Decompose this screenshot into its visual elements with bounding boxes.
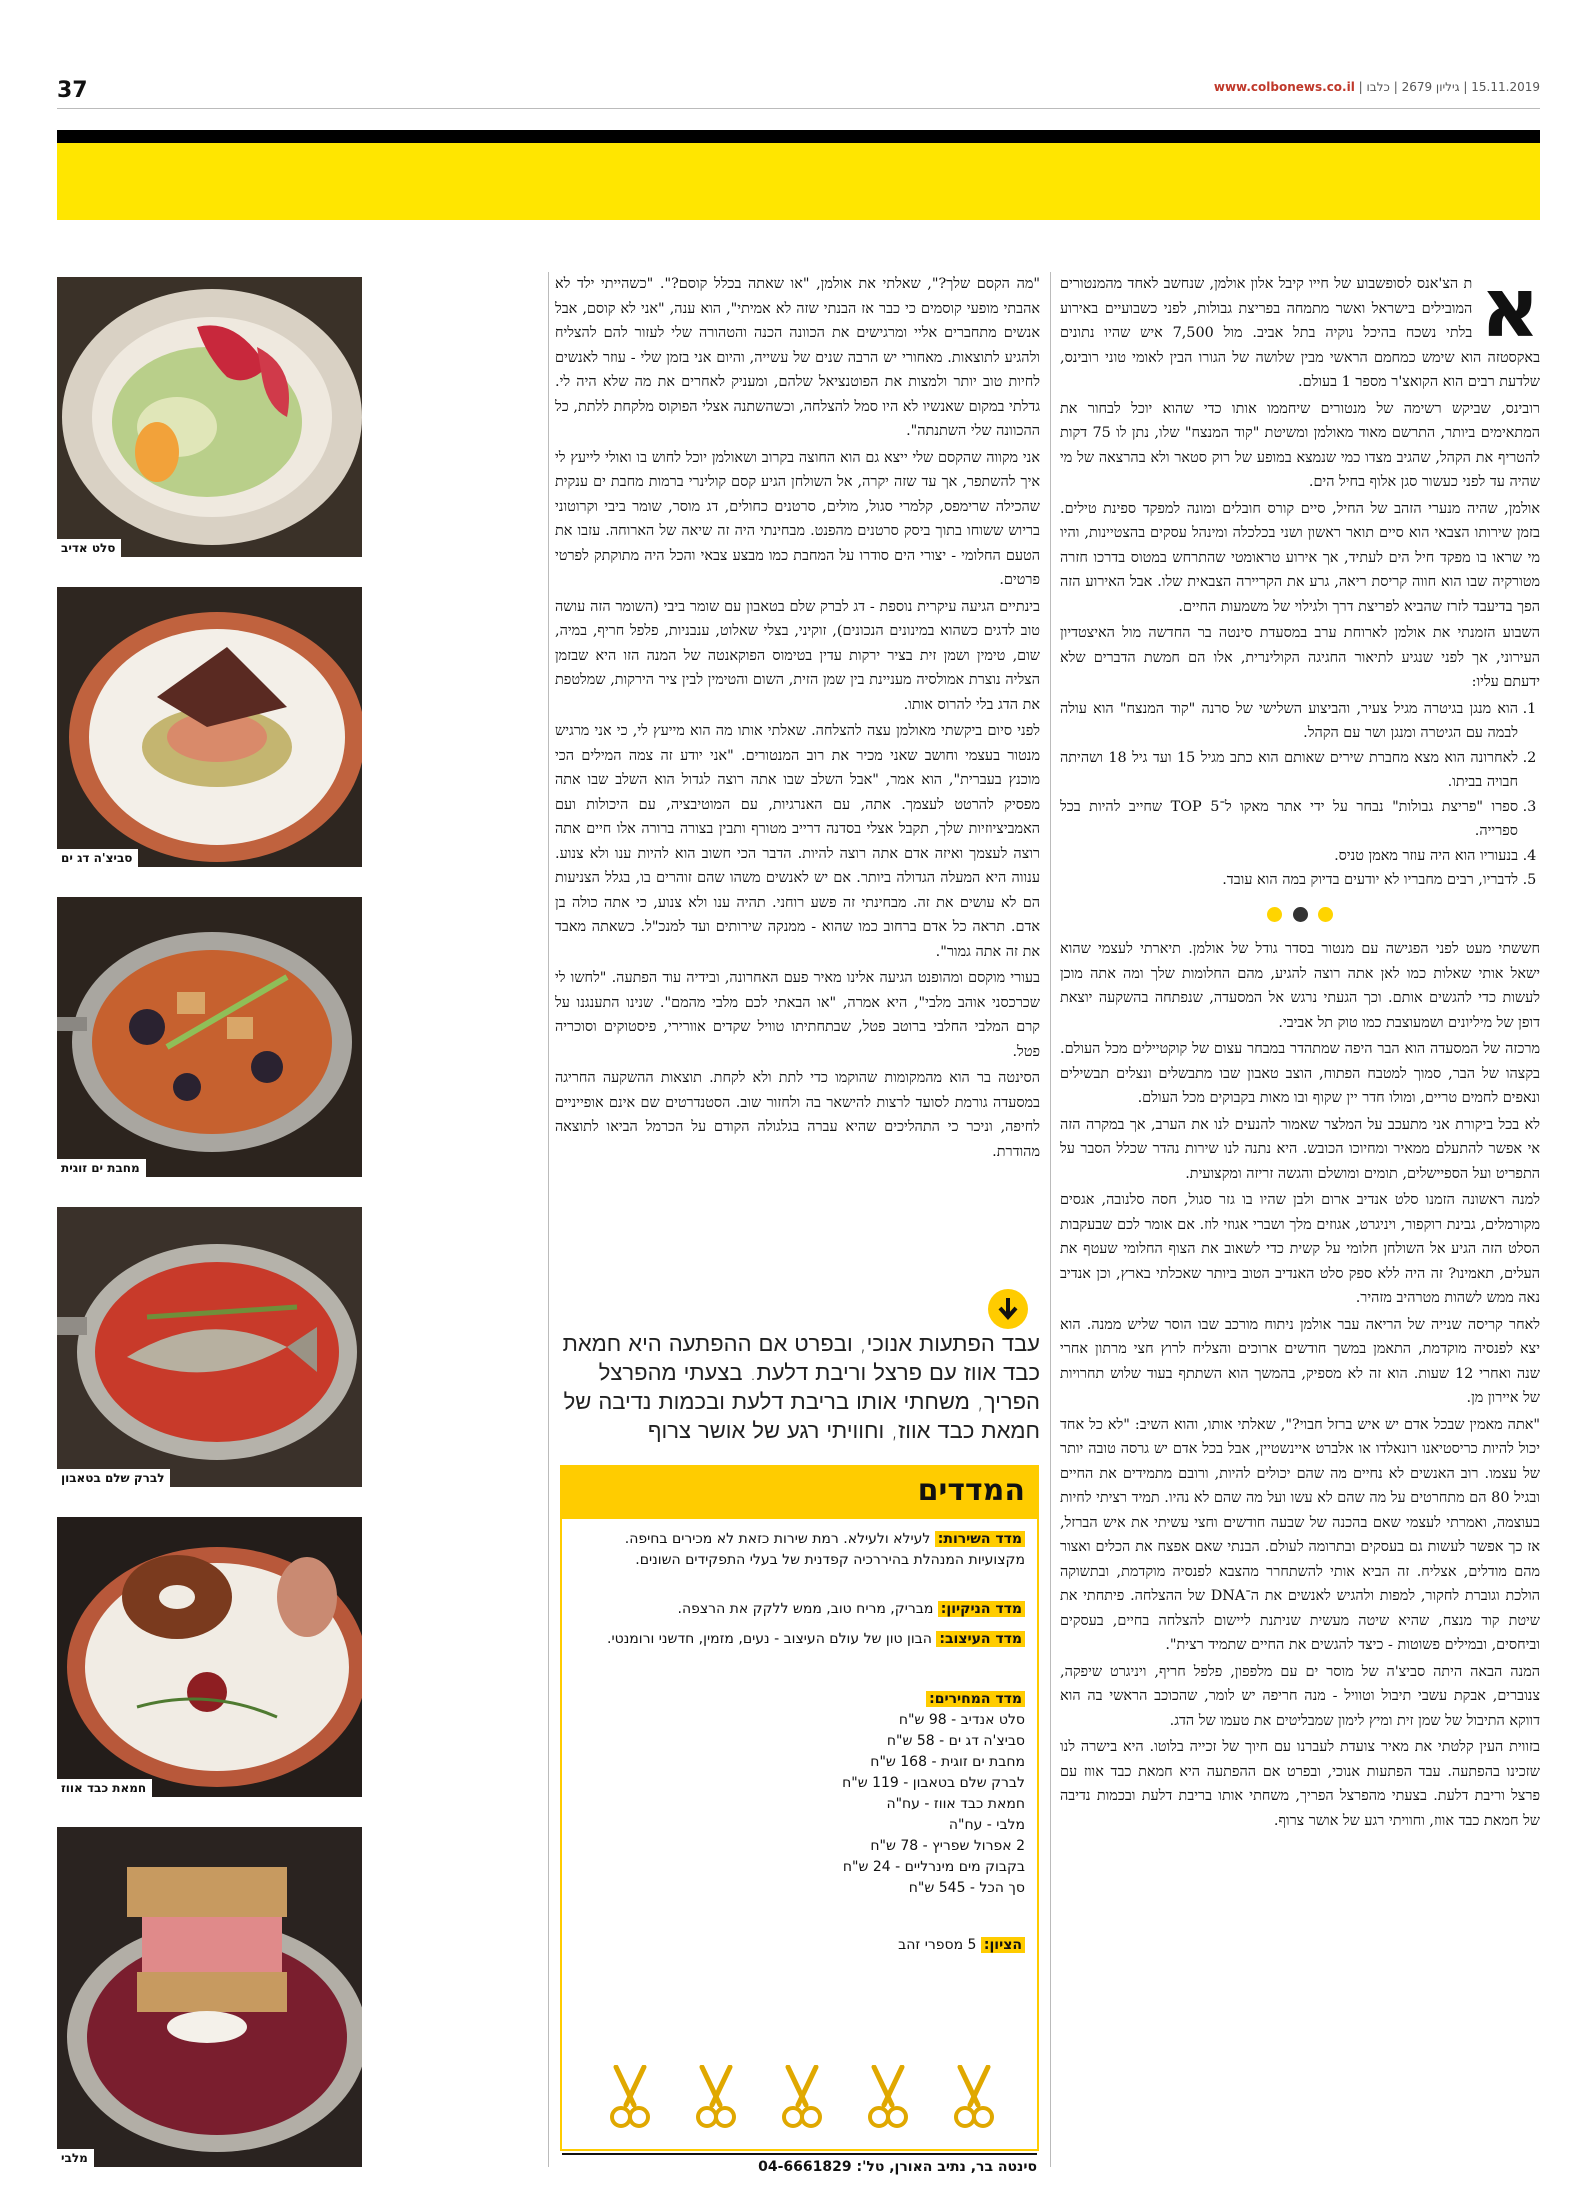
foie-gras-image	[57, 1517, 362, 1797]
gold-scissors-icon	[698, 2067, 734, 2126]
price-item: מלבי - עח"ה	[948, 1817, 1025, 1833]
paragraph: לאחר קריסה שנייה של הריאה עבר אולמן ניתוח מורכב שבו הוסר שליש ממנה. הוא יצא לפנסיה מוקדמת, התאמן במשך חודשים ארוכים והצליח לרוץ חצי מרתון אחרי שנה ואחרי 12 שעות. הוא זה לא מספיק, בהמשך הוא השתתף בעוד שלוש תחרויות של איירון מן.	[1060, 1316, 1540, 1406]
gold-scissors-icon	[956, 2067, 992, 2126]
endive-salad-image	[57, 277, 362, 557]
facts-list	[1060, 697, 1518, 893]
restaurant-credit: סינטה בר, נתיב האורן, טל': 04-6661829	[562, 2153, 1037, 2175]
fact-item: 2. לאחרונה הוא מצא מחברת שירים שאותם הוא כתב מגיל 15 ועד גיל 18 ושהיתה חבויה בביתו.	[1060, 746, 1518, 795]
scissors-rating	[587, 2065, 1017, 2131]
malabi-image	[57, 1827, 362, 2167]
price-item: 2 אפרול שפריץ - 78 ש"ח	[870, 1838, 1025, 1854]
measure-label: מדד הניקיון:	[938, 1601, 1025, 1617]
price-item: מחבת ים זוגית - 168 ש"ח	[870, 1754, 1025, 1770]
whole-fish-image	[57, 1207, 362, 1487]
cleanliness-measure	[575, 1599, 1025, 1620]
paragraph: למנה ראשונה הזמנו סלט אנדיב ארום ולבן שהיו בו גזר סגול, חסה סלנובה, אגסים מקורמלים, גבינת רוקפור, ויניגרט, אגוזים מלך ושברי אגוזי לוז. אם אומר לכם שבעקבות הסלט הזה הגיע אל השולחן חלומי על קשית כדי לשאוב את הצוף החלומי שעטף את העלים, תאמינו? זה היה ללא ספק סלט האנדיב הטוב ביותר שאכלתי בארץ, וכן אנדיב נאה ממש לשהות מטרהיב מזהיר.	[1060, 1192, 1540, 1306]
design-measure	[575, 1629, 1025, 1650]
prices-measure	[575, 1689, 1025, 1899]
column-divider	[1050, 272, 1051, 2167]
paragraph: בעורי מוקסם ומהופנט הגיעה אלינו מאיר פעם האחרונה, ובידיה עוד הפתעה. "לחשו לי שכרכסני אוהב מלבי", היא אמרה, "או הבאתי לכם מלבי מהמם". שנינו התענגנו על קרם המלבי החלבי ברוטב פטל, שבתחתיתו טוויל שקדים אוורירי, פיסטוקים וסוכריה פטל.	[555, 970, 1040, 1060]
paragraph: "מה הקסם שלך?", שאלתי את אולמן, "או שאתה בכלל קוסם?". "כשהייתי ילד לא אהבתי מופעי קוסמים כי כבר אז הבנתי שזה לא אמיתי", הוא ענה, "אני לא קוסם, אבל אנשים מתחברים אליי ומרגישים את הכוונה הכנה והטהורה שלי לעזור להם להצליח ולהגיע לתוצאות. מאחורי יש הרבה שנים של עשייה, והיום אני בזמן שלי - עוזר לאנשים לחיות טוב יותר ולמצות את הפוטנציאל שלהם, ומעניק לאחרים את מה שלא היה לי. גדלתי במקום שאנשיו לא היו סמל להצלחה, וכשהשתנה אצלי הפוקוס מלקחת ללתת, כל ההכוונה שלי השתנתה".	[555, 276, 1040, 439]
paragraph: חששתי מעט לפני הפגישה עם מנטור בסדר גודל של אולמן. תיארתי לעצמי שהוא ישאל אותי שאלות כמו לאן אתה רוצה להגיע, מהם החלומות שלך ומה אתה מוכן לעשות כדי להגשים אותם. וכך הגעתי נרגש אל המסעדה, שנפתחה בהשקעה יוצאת דופן של מיליונים ושמעוצבת כמו טוק תל אביבי.	[1060, 941, 1540, 1031]
paragraph: בינתיים הגיעה עיקרית נוספת - דג לברק שלם בטאבון עם שומר ביבי (השומר הזה עושה טוב לדגים כשהוא במינונים הנכונים), זוקיני, בצלי שאלוט, ענבניות, פלפל חריף, במיה, שום, טימין ושמן זית בציר ירקות עדין בטימוס הפוקאנטה של המנה הזו היא שבזמן הצליה נוצרת אמולסיה מעניינת בין שמן הזית, השום והטימין לבין ציר הירקות, שמלטפת את הדג בלי להרוס אותו.	[555, 598, 1040, 713]
measures-header	[562, 1467, 1037, 1519]
photo-whole-fish	[57, 1207, 362, 1487]
measure-text: הבון טון של עולם העיצוב - נעים, מזמין, חדשני ורומנטי.	[607, 1631, 932, 1647]
paragraph: רובינס, שביקש רשימה של מנטורים שיחממו אותו כדי שהוא יוכל לבחור את המתאימים ביותר, התרשם מאוד מאולמן ומשיטת "קוד המנצח" שלו, נתן לו 75 דקות להטריף את הקהל, שהגיב מצדו כמי שנמצא במופע של רוק סטאר ולא בהרצאה של מי שהיה עד לפני כעשור סגן אלוף בחיל הים.	[1060, 400, 1540, 490]
header-site-link[interactable]: www.colbonews.co.il	[1213, 80, 1355, 94]
photo-caption: סלט אדיב	[57, 539, 121, 557]
price-item: בקבוק מים מינרליים - 24 ש"ח	[842, 1859, 1025, 1875]
yellow-banner	[57, 143, 1540, 220]
arrow-down-glyph	[988, 1289, 1028, 1329]
header-issue: גיליון 2679	[1401, 80, 1460, 94]
price-item: סך הכל - 545 ש"ח	[908, 1880, 1025, 1896]
pull-quote: עבד הפתעות אנוכי, ובפרט אם ההפתעה היא חמאת כבד אווז עם פרצל וריבת דלעת. בצעתי מהפרצל הפריך, משחתי אותו בריבת דלעת ובכמות נדיבה של חמאת כבד אווז, וחוויתי רגע של אושר צרוף	[562, 1332, 1040, 1444]
ceviche-image	[57, 587, 362, 867]
paragraph: הסינטה בר הוא מהמקומות שהוקמו כדי לתת ולא לקחת. תוצאות ההשקעה החריגה במסעדה גורמת לסועד לרצות להישאר בה ולחזור שוב. הסטנדרטים שם אינם אופייניים לחיפה, וניכר כי התהליכים שהיא עברה בגלגולה הקודם על הכרמל הביאו לתוצאה מהודרת.	[555, 1070, 1040, 1160]
paragraph: "אתה מאמין שבכל אדם יש איש ברזל חבוי?", שאלתי אותו, והוא השיב: "לא כל אחד יכול להיות כריסטיאנו רונאלדו או אלברט איינשטיין, אבל בכל אדם יש גרסה טובה יותר של עצמו. רוב האנשים לא נחיים מה שהם יכולים להיות, ורובם מתמידים את החיים ובגיל 80 הם מתחרטים על מה שהם לא עשו ועל מה שהם לא נהיו. תמיד רציתי לחיות בעוצמה, ואמרתי לעצמי שאם בהכנה של שבעה חודשים וחצי עשיתי את איש הברזל, אז כך אפשר לעשות גם בעסקים ובתרומה לעולם. הבנתי שאם אפצח את הכלים ואצור מהם מודלים, אצליח. זה הביא אותי להשתחרר מהצבא לפנסיה מוקדמת, ובתשוקה הולכת וגוברת לחקור, למפות ולהגיש לאנשים את ה־DNA של ההצלחה. פיתחתי את שיטת קוד מנצח, שהיא שיטה מעשית שניתנת ליישום להצלחה בחיים, בעסקים וביחסים, ובמילים פשוטות - כיצד להגשים את החיים שתמיד רצית".	[1060, 1416, 1540, 1653]
article-column-middle	[555, 272, 1040, 1242]
gold-scissors-icon	[784, 2067, 820, 2126]
paragraph: בזווית העין קלטתי את מאיר צועדת לעברנו עם חיוך של זכייה בלוטו. היא בישרה לנו שזכינו בהפתעה. עבד הפתעות אנוכי, ובפרט אם ההפתעה היא חמאת כבד אווז עם פרצל וריבת דלעת. בצעתי מהפרצל הפריך, משחתי אותו בריבת דלעת ובכמות נדיבה של חמאת כבד אווז, וחוויתי רגע של אושר צרוף.	[1060, 1739, 1540, 1829]
gold-scissors-icon	[612, 2067, 648, 2126]
measures-title: המדדים	[917, 1473, 1025, 1508]
photo-caption: לברק שלם בטאבון	[57, 1469, 170, 1487]
photo-caption: מלבי	[57, 2149, 94, 2167]
paragraph: לפני סיום ביקשתי מאולמן עצה להצלחה. שאלתי אותו מה הוא מייעץ לי, כי אני מרגיש מנטור בעצמי וחושב שאני מכיר את רוב המנטורים. "אני יודע זה צמה המילים הכי מוכנץ בעברית", הוא אמר, "אבל השלב שבו אתה רוצה לגדול הוא השלב שבו אתה מפסיק להרטט לעצמך. אתה, עם האנרגיות, עם המוטיבציה, עם היכולות ועם האמביציוזיות שלך, תקבל אצלי בסדנה דרייב מטורף ותבין בצורה ברורה אלו חיים אתה רוצה לעצמך ואיזה אדם אתה רוצה להיות. הדבר הכי חשוב הוא להיות ענו ולא צנוע. ענווה היא המעלה הגדולה ביותר. אם יש לאנשים משהו שהם זוהרים בו, בגלל הצניעות הם לא עושים את זה. מבחינתי זה פשע רוחני. תהיה ענו ולא צנוע, כי אתה כולה בן אדם. תראה כל אדם ברחוב כמו שהוא - ממנקה שירותים ועד למנכ"ל. כשאתה מאבד את זה אתה גמור".	[555, 723, 1040, 960]
section-divider-stars	[1060, 903, 1540, 928]
photo-caption: סביצ'ה דג ים	[57, 849, 138, 867]
score-measure	[575, 1935, 1025, 1956]
service-measure	[575, 1529, 1025, 1571]
fact-item: 3. ספרו "פריצת גבולות" נבחר על ידי אתר מאקו ל־5 TOP שחייב להיות בכל ספרייה.	[1060, 795, 1518, 844]
photo-foie-gras	[57, 1517, 362, 1797]
paragraph: המנה הבאה היתה סביצ'ה של מוסר ים עם מלפפון, פלפל חריף, ויניגרט שיפקה, צנוברים, אבקת עשבי תיבול וטוויל - מנה חריפה יש לומר, שהכוכב הראשי בה הוא דווקא התיבול של שמן זית ומיץ לימון שמבליטים את טעמו של הדג.	[1060, 1663, 1540, 1729]
measures-box	[560, 1465, 1039, 2175]
photo-malabi	[57, 1827, 362, 2167]
article-lead	[1060, 272, 1540, 395]
price-item: לברק שלם בטאבון - 119 ש"ח	[842, 1775, 1025, 1791]
lead-text: ת הצ'אנס לסופשבוע של חייו קיבל אלון אולמן, שנחשב לאחד מהמנטורים המובילים בישראל ואשר מתמחה בפריצת גבולות, לפני כשבועיים באירוע בלתי נשכח בהיכל נוקיה בתל אביב. מול 7,500 איש שהיו נתונים באקסטזה הוא שימש כמחמם הראשי מבין שלושה של הגורו הבין לאומי טוני רובינס, שלדעת רבים הוא הקואצ'ר מספר 1 בעולם.	[1060, 276, 1540, 390]
measure-text: לעילא ולעילא. רמת שירות כזאת לא מכירים בחיפה. מקצועיות המנהלת בהיררכיה קפדנית של בעלי התפקידים השונים.	[624, 1531, 1025, 1568]
photo-caption: חמאת כבד אווז	[57, 1779, 152, 1797]
measure-text: 5 מספרי זהב	[898, 1937, 977, 1953]
column-divider	[548, 272, 549, 2167]
fact-item: 5. לדבריו, רבים מחבריו לא יודעים בדיוק במה הוא עובד.	[1060, 868, 1518, 893]
star-icon	[1318, 907, 1333, 922]
measure-label: הציון:	[981, 1937, 1025, 1953]
paragraph: אני מקווה שהקסם שלי ייצא גם הוא החוצה בקרוב ושאולמן יוכל לחוש בו ואולי לייעץ לי איך להשתפר, אך עד שזה יקרה, אל השולחן הגיע קסם קולינרי ברמות מחבת ים ענקית שהכילה שרימפס, קלמרי סגול, מולים, סרטנים כחולים, דג מוסר, שומר ביבי וקרוטוני בריוש ששוחו בתוך ביסק סרטנים מהפנט. מבחינתי היה זה שיאה של הארוחה. עזבו את הטעם החלומי - יצורי הים סודרו על המחבת כמו מבצע צבאי והכל היה מתוקתק לפרטי פרטים.	[555, 449, 1040, 588]
price-item: סביצ'ה דג ים - 58 ש"ח	[886, 1733, 1025, 1749]
dropcap: א	[1480, 272, 1540, 356]
star-icon	[1293, 907, 1308, 922]
fact-item: 4. בנעוריו הוא היה עוזר מאמן טניס.	[1060, 844, 1518, 869]
page-number: 37	[57, 78, 88, 103]
gold-scissors-icon	[870, 2067, 906, 2126]
paragraph: מרכזה של המסעדה הוא הבר היפה שמתהדר במבחר עצום של קוקטיילים מכל העולם. בקצהו של הבר, סמוך למטבח הפתוח, הוצב טאבון שבו מתבשלים ונצלים תבשילים ונאפים לחמים טריים, ומולו חדר יין שקוף ובו מאות בקבוקים מכל העולם.	[1060, 1041, 1540, 1106]
seafood-pan-image	[57, 897, 362, 1177]
header-meta: 15.11.2019 | גיליון 2679 | כלבו | www.colbonews.co.il	[1213, 80, 1540, 94]
price-item: סלט אנדיב - 98 ש"ח	[898, 1712, 1025, 1728]
photo-caption: מחבת ים זוגית	[57, 1159, 146, 1177]
paragraph: השבוע הזמנתי את אולמן לארוחת ערב במסעדת סינטה בר החדשה מול האיצטדיון העירוני, אך לפני שנגיע לתיאור החגיגה הקולינרית, אלו הם חמשת הדברים שלא ידעתם עליו:	[1060, 625, 1540, 690]
measure-label: מדד העיצוב:	[936, 1631, 1025, 1647]
header-divider	[57, 108, 1540, 109]
measure-text: מבריק, מריח טוב, ממש ללקק את הרצפה.	[677, 1601, 934, 1617]
price-item: חמאת כבד אווז - עח"ה	[886, 1796, 1025, 1812]
measure-label: מדד השירות:	[935, 1531, 1025, 1547]
photo-endive-salad	[57, 277, 362, 557]
fact-item: 1. הוא מנגן בגיטרה מגיל צעיר, והביצוע השלישי של סרנה "קוד המנצח" הוא עולה לבמה עם הגיטרה ומנגן ושר עם הקהל.	[1060, 697, 1518, 746]
header-date: 15.11.2019	[1471, 80, 1540, 94]
star-icon	[1267, 907, 1282, 922]
header-brand: כלבו	[1366, 80, 1390, 94]
paragraph: לא בכל ביקורת אני מתעכב על המלצר שאמור להנעים לנו את הערב, אך במקרה הזה אי אפשר להתעלם ממאיר ומחיוכו הכובש. היא נתנה לנו שירות נהדר שכלל הסבר על התפריט ועל הספיישלים, תומים ומושלם והגשה זריזה ומקצועית.	[1060, 1116, 1540, 1182]
arrow-down-icon	[988, 1289, 1028, 1329]
article-column-right	[1060, 272, 1540, 2167]
photo-seafood-pan	[57, 897, 362, 1177]
paragraph: אולמן, שהיה מנערי הזהב של החיל, סיים קורס חובלים ומונה למפקד ספינת טילים. בזמן שירותו הצבאי הוא סיים תואר ראשון ושני בכלכלה ומינהל עסקים בהצטיינות, והיו מי שראו בו מפקד חיל הים לעתיד, אך אירוע טראומטי שהתרחש במטוס בדרכו חזרה מטורקיה שבו הוא חווה קריסת ריאה, גרע את הקריירה הצבאית שלו. אבל האירוע הזה הפך בדיעבד לזרז שהביא לפריצת דרך ולגילוי של משמעות החיים.	[1060, 500, 1540, 615]
measure-label: מדד המחירים:	[926, 1691, 1025, 1707]
photo-ceviche	[57, 587, 362, 867]
black-bar	[57, 130, 1540, 143]
